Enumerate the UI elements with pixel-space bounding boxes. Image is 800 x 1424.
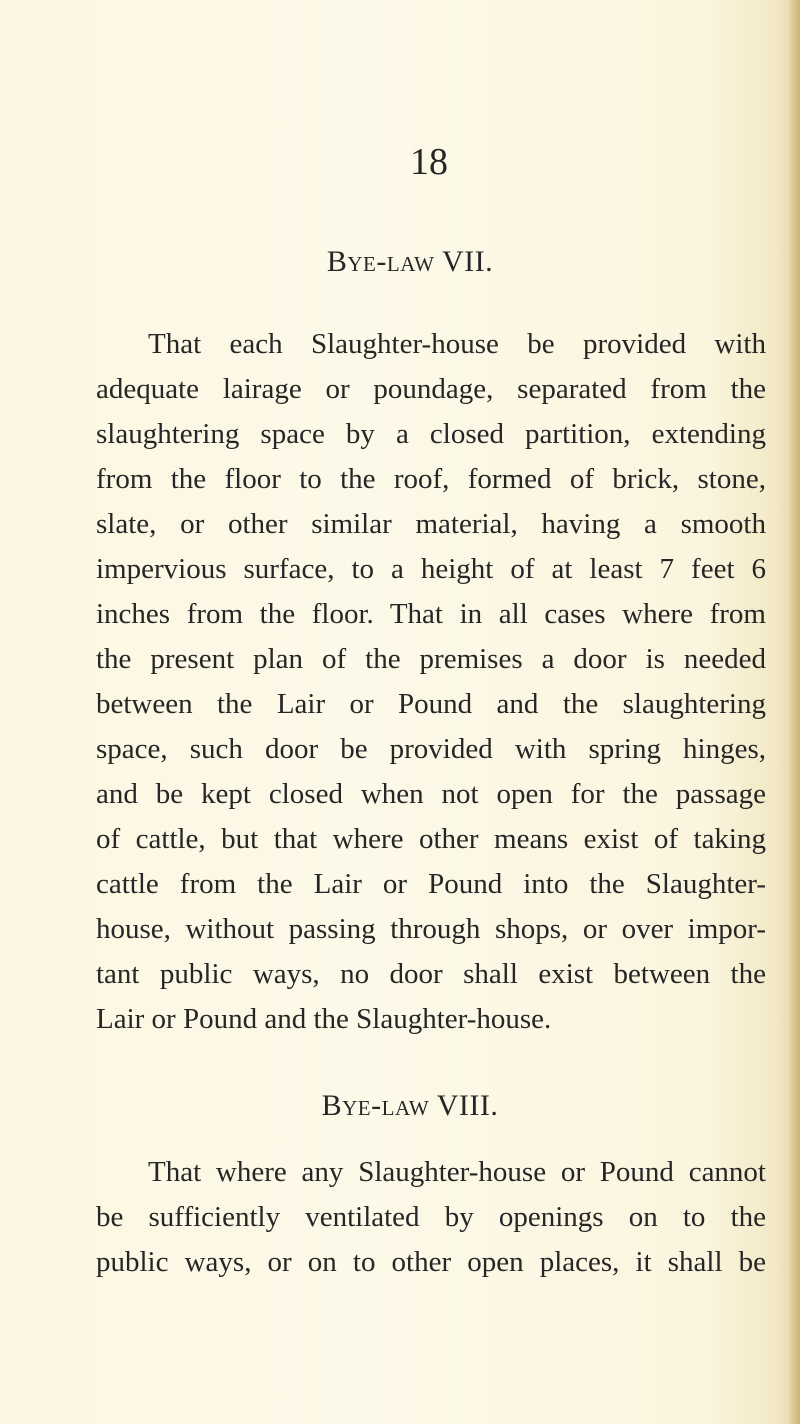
text-line: from the floor to the roof, formed of brick, stone, [96,463,766,495]
bye-law-vii-heading: Bye-law VII. [326,245,494,278]
text-line: between the Lair or Pound and the slaughtering [96,688,766,720]
text-line: space, such door be provided with spring hinges, [96,733,766,765]
text-line: be sufficiently ventilated by openings on to the [96,1201,766,1233]
text-line: That each Slaughter-house be provided with [148,328,766,360]
text-line: the present plan of the premises a door is needed [96,643,766,675]
bye-law-vii-text [96,322,766,1042]
text-line: inches from the floor. That in all cases where from [96,598,766,630]
text-line: impervious surface, to a height of at least 7 feet 6 [96,553,766,585]
text-line: adequate lairage or poundage, separated from the [96,373,766,405]
text-line: slaughtering space by a closed partition, extending [96,418,766,450]
page-number: 18 [410,141,448,183]
text-line: of cattle, but that where other means exist of taking [96,823,766,855]
text-line: That where any Slaughter-house or Pound cannot [148,1156,766,1188]
bye-law-viii-heading: Bye-law VIII. [321,1089,499,1122]
text-line: slate, or other similar material, having a smooth [96,508,766,540]
text-line: cattle from the Lair or Pound into the Slaughter- [96,868,766,900]
page-edge-shadow [788,0,800,1424]
text-line: tant public ways, no door shall exist between the [96,958,766,990]
text-line: and be kept closed when not open for the passage [96,778,766,810]
text-line: house, without passing through shops, or over impor- [96,913,766,945]
text-line: public ways, or on to other open places, it shall be [96,1246,766,1278]
text-line: Lair or Pound and the Slaughter-house. [96,1003,552,1035]
bye-law-viii-text [96,1150,766,1285]
